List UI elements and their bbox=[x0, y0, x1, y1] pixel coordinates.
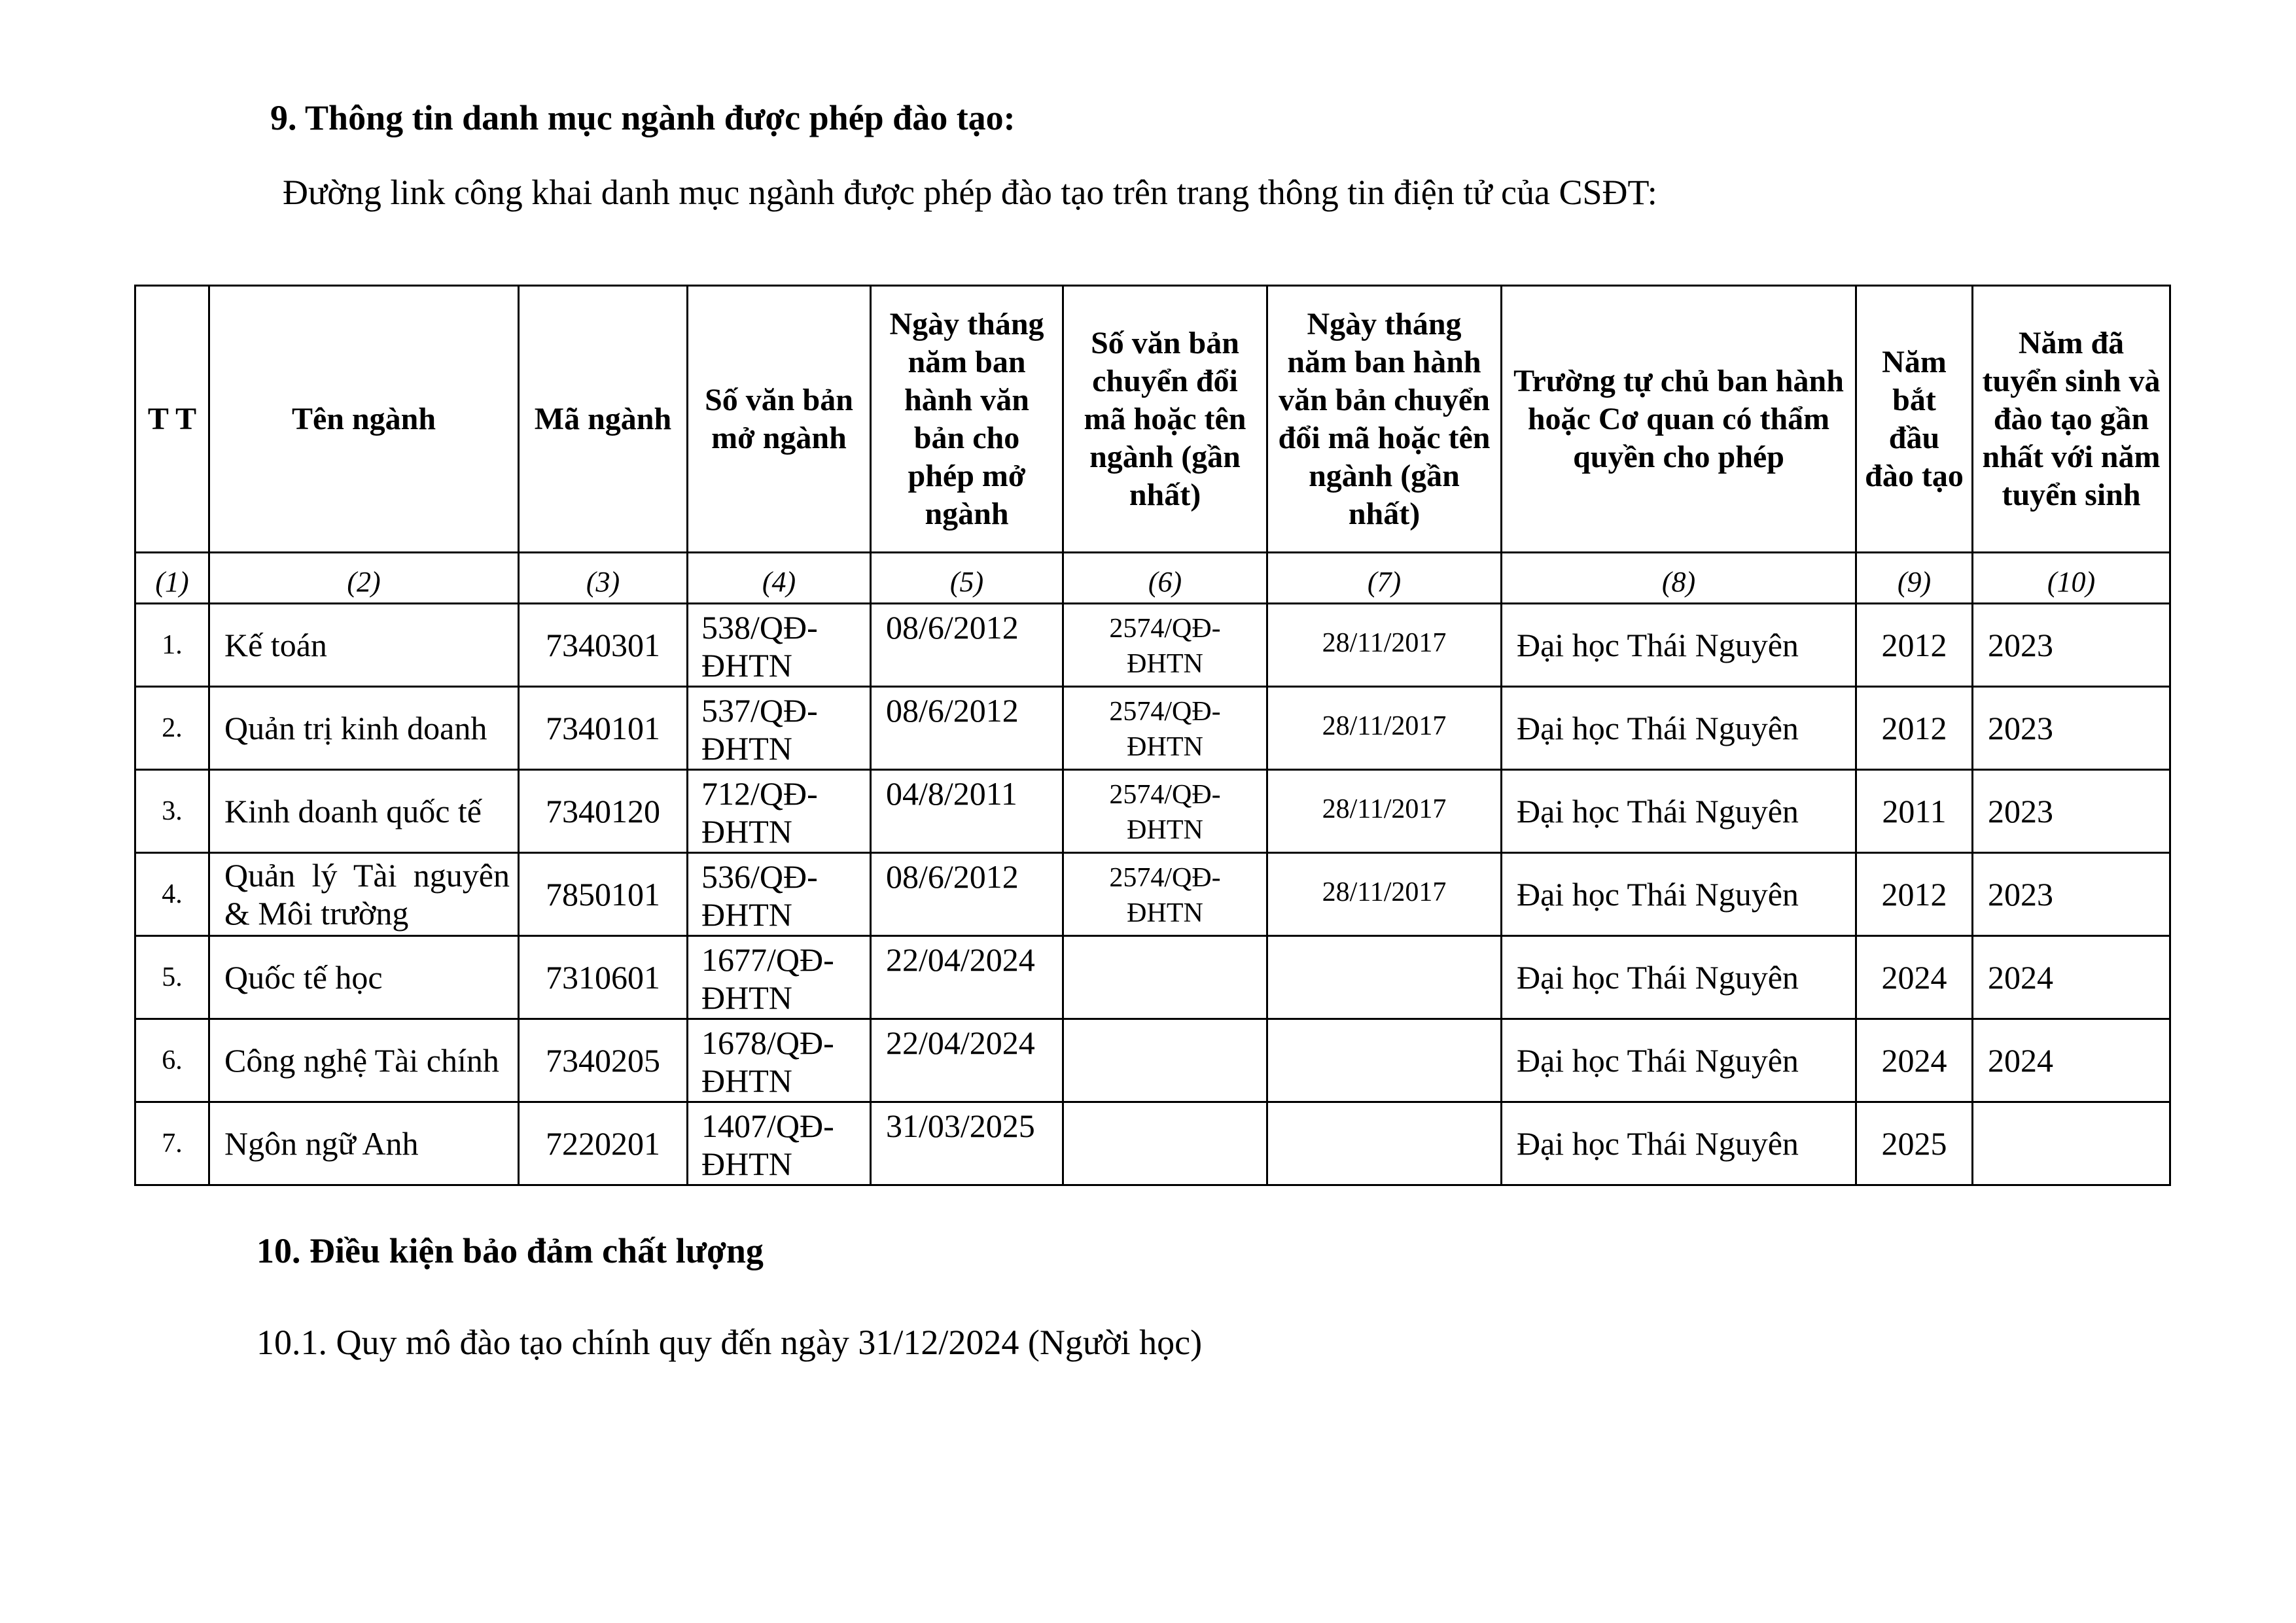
latest-year: 2023 bbox=[1973, 770, 2170, 853]
start-year: 2024 bbox=[1856, 936, 1973, 1019]
major-code: 7340120 bbox=[519, 770, 688, 853]
table-row bbox=[135, 604, 2170, 687]
major-code: 7850101 bbox=[519, 853, 688, 936]
latest-year bbox=[1973, 1102, 2170, 1185]
header-authority: Trường tự chủ ban hành hoặc Cơ quan có thẩm quyền cho phép bbox=[1502, 286, 1856, 553]
major-name: Công nghệ Tài chính bbox=[209, 1019, 519, 1102]
authority: Đại học Thái Nguyên bbox=[1502, 936, 1856, 1019]
authority: Đại học Thái Nguyên bbox=[1502, 1102, 1856, 1185]
open-date: 04/8/2011 bbox=[871, 770, 1063, 853]
row-number: 3. bbox=[135, 770, 209, 853]
major-code: 7220201 bbox=[519, 1102, 688, 1185]
row-number: 2. bbox=[135, 687, 209, 770]
major-code: 7340101 bbox=[519, 687, 688, 770]
table-row bbox=[135, 1102, 2170, 1185]
row-number: 5. bbox=[135, 936, 209, 1019]
public-link-text: Đường link công khai danh mục ngành được phép đào tạo trên trang thông tin điện tử của CSĐT: bbox=[283, 173, 1657, 212]
column-index-row bbox=[135, 553, 2170, 604]
table-row bbox=[135, 853, 2170, 936]
conversion-date bbox=[1267, 936, 1502, 1019]
major-name: Quản lý Tài nguyên & Môi trường bbox=[209, 853, 519, 936]
authority: Đại học Thái Nguyên bbox=[1502, 770, 1856, 853]
major-name: Kế toán bbox=[209, 604, 519, 687]
open-date: 08/6/2012 bbox=[871, 853, 1063, 936]
header-major-name: Tên ngành bbox=[209, 286, 519, 553]
header-major-code: Mã ngành bbox=[519, 286, 688, 553]
start-year: 2012 bbox=[1856, 604, 1973, 687]
major-code: 7310601 bbox=[519, 936, 688, 1019]
conversion-doc-number: 2574/QĐ-ĐHTN bbox=[1063, 770, 1267, 853]
authority: Đại học Thái Nguyên bbox=[1502, 853, 1856, 936]
major-name: Kinh doanh quốc tế bbox=[209, 770, 519, 853]
authority: Đại học Thái Nguyên bbox=[1502, 604, 1856, 687]
header-conversion-doc: Số văn bản chuyển đổi mã hoặc tên ngành (gần nhất) bbox=[1063, 286, 1267, 553]
row-number: 1. bbox=[135, 604, 209, 687]
column-index: (5) bbox=[871, 553, 1063, 604]
start-year: 2011 bbox=[1856, 770, 1973, 853]
column-index: (9) bbox=[1856, 553, 1973, 604]
open-date: 08/6/2012 bbox=[871, 687, 1063, 770]
conversion-doc-number: 2574/QĐ-ĐHTN bbox=[1063, 604, 1267, 687]
row-number: 7. bbox=[135, 1102, 209, 1185]
table-row bbox=[135, 936, 2170, 1019]
start-year: 2025 bbox=[1856, 1102, 1973, 1185]
open-doc-number: 1677/QĐ-ĐHTN bbox=[688, 936, 871, 1019]
column-index: (2) bbox=[209, 553, 519, 604]
table-row bbox=[135, 1019, 2170, 1102]
column-index: (8) bbox=[1502, 553, 1856, 604]
column-index: (3) bbox=[519, 553, 688, 604]
header-open-date: Ngày tháng năm ban hành văn bản cho phép mở ngành bbox=[871, 286, 1063, 553]
section-9-heading: 9. Thông tin danh mục ngành được phép đào tạo: bbox=[270, 98, 1016, 137]
conversion-doc-number bbox=[1063, 1102, 1267, 1185]
start-year: 2012 bbox=[1856, 687, 1973, 770]
header-start-year: Năm bắt đầu đào tạo bbox=[1856, 286, 1973, 553]
conversion-date: 28/11/2017 bbox=[1267, 604, 1502, 687]
conversion-doc-number: 2574/QĐ-ĐHTN bbox=[1063, 853, 1267, 936]
row-number: 6. bbox=[135, 1019, 209, 1102]
open-date: 08/6/2012 bbox=[871, 604, 1063, 687]
open-doc-number: 537/QĐ-ĐHTN bbox=[688, 687, 871, 770]
latest-year: 2023 bbox=[1973, 604, 2170, 687]
table-row bbox=[135, 770, 2170, 853]
column-index: (10) bbox=[1973, 553, 2170, 604]
major-code: 7340301 bbox=[519, 604, 688, 687]
open-doc-number: 538/QĐ-ĐHTN bbox=[688, 604, 871, 687]
table-row bbox=[135, 687, 2170, 770]
header-conversion-date: Ngày tháng năm ban hành văn bản chuyển đổi mã hoặc tên ngành (gần nhất) bbox=[1267, 286, 1502, 553]
conversion-date: 28/11/2017 bbox=[1267, 687, 1502, 770]
column-index: (7) bbox=[1267, 553, 1502, 604]
latest-year: 2023 bbox=[1973, 687, 2170, 770]
major-name: Quốc tế học bbox=[209, 936, 519, 1019]
column-index: (1) bbox=[135, 553, 209, 604]
header-row bbox=[135, 286, 2170, 553]
header-open-doc: Số văn bản mở ngành bbox=[688, 286, 871, 553]
major-code: 7340205 bbox=[519, 1019, 688, 1102]
authority: Đại học Thái Nguyên bbox=[1502, 687, 1856, 770]
major-name: Quản trị kinh doanh bbox=[209, 687, 519, 770]
open-date: 22/04/2024 bbox=[871, 1019, 1063, 1102]
conversion-date bbox=[1267, 1019, 1502, 1102]
latest-year: 2023 bbox=[1973, 853, 2170, 936]
conversion-doc-number bbox=[1063, 1019, 1267, 1102]
open-doc-number: 1678/QĐ-ĐHTN bbox=[688, 1019, 871, 1102]
conversion-doc-number bbox=[1063, 936, 1267, 1019]
open-date: 31/03/2025 bbox=[871, 1102, 1063, 1185]
conversion-date: 28/11/2017 bbox=[1267, 853, 1502, 936]
column-index: (6) bbox=[1063, 553, 1267, 604]
open-doc-number: 712/QĐ-ĐHTN bbox=[688, 770, 871, 853]
section-10-heading: 10. Điều kiện bảo đảm chất lượng bbox=[256, 1231, 764, 1270]
header-latest-year: Năm đã tuyển sinh và đào tạo gần nhất với năm tuyển sinh bbox=[1973, 286, 2170, 553]
open-date: 22/04/2024 bbox=[871, 936, 1063, 1019]
majors-table bbox=[134, 285, 2171, 1186]
header-stt: T T bbox=[135, 286, 209, 553]
major-name: Ngôn ngữ Anh bbox=[209, 1102, 519, 1185]
start-year: 2024 bbox=[1856, 1019, 1973, 1102]
conversion-date: 28/11/2017 bbox=[1267, 770, 1502, 853]
open-doc-number: 1407/QĐ-ĐHTN bbox=[688, 1102, 871, 1185]
open-doc-number: 536/QĐ-ĐHTN bbox=[688, 853, 871, 936]
conversion-doc-number: 2574/QĐ-ĐHTN bbox=[1063, 687, 1267, 770]
latest-year: 2024 bbox=[1973, 1019, 2170, 1102]
latest-year: 2024 bbox=[1973, 936, 2170, 1019]
start-year: 2012 bbox=[1856, 853, 1973, 936]
conversion-date bbox=[1267, 1102, 1502, 1185]
column-index: (4) bbox=[688, 553, 871, 604]
row-number: 4. bbox=[135, 853, 209, 936]
section-10-1-text: 10.1. Quy mô đào tạo chính quy đến ngày 31/12/2024 (Người học) bbox=[256, 1323, 1203, 1362]
authority: Đại học Thái Nguyên bbox=[1502, 1019, 1856, 1102]
